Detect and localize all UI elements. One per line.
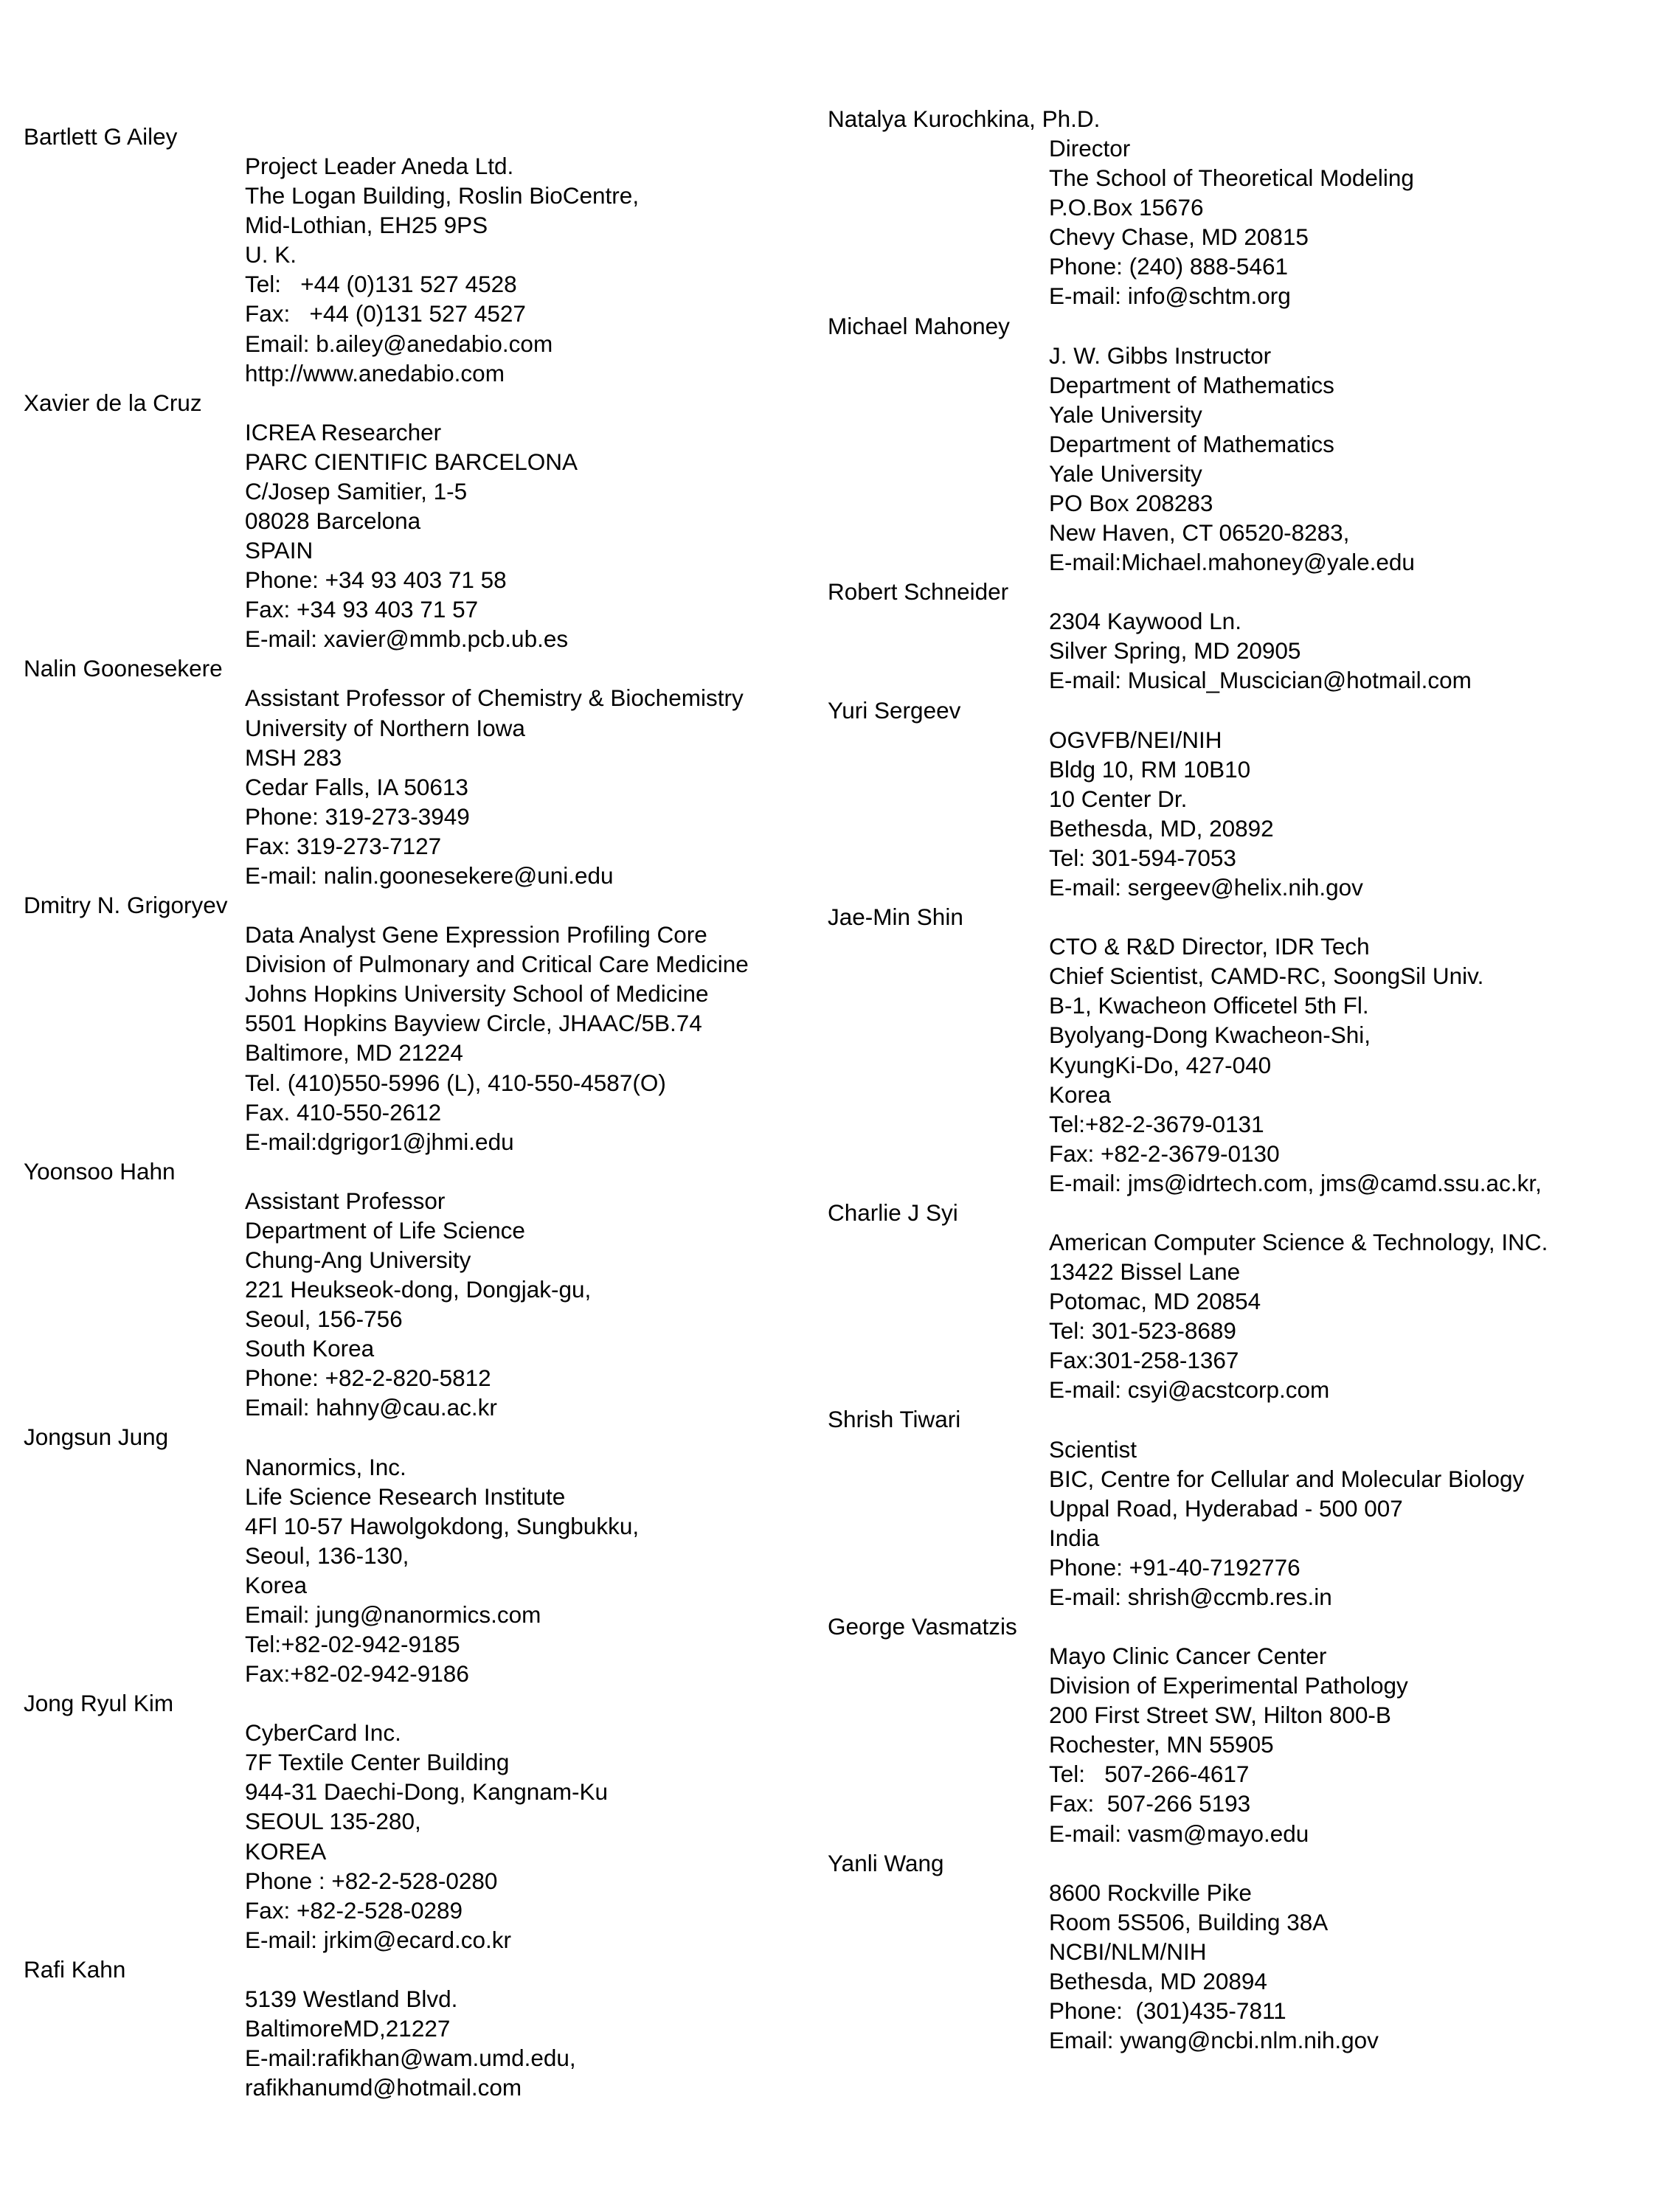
contact-detail-line: Johns Hopkins University School of Medicine: [245, 980, 709, 1008]
contact-detail-line: Byolyang-Dong Kwacheon-Shi,: [1049, 1022, 1371, 1049]
contact-detail-line: 8600 Rockville Pike: [1049, 1879, 1252, 1906]
contact-detail-line: Scientist: [1049, 1435, 1137, 1463]
contact-detail-line: Chung-Ang University: [245, 1246, 471, 1273]
contact-detail-line: KyungKi-Do, 427-040: [1049, 1051, 1272, 1078]
contact-detail-line: E-mail: shrish@ccmb.res.in: [1049, 1583, 1332, 1610]
contact-detail-line: Potomac, MD 20854: [1049, 1288, 1261, 1315]
contact-detail-line: Fax: +34 93 403 71 57: [245, 596, 479, 623]
contact-name: Charlie J Syi: [828, 1199, 958, 1226]
contact-detail-line: J. W. Gibbs Instructor: [1049, 341, 1272, 369]
contact-entry: [828, 1404, 1639, 1612]
contact-detail-line: OGVFB/NEI/NIH: [1049, 726, 1222, 753]
contact-detail-line: Tel:+82-2-3679-0131: [1049, 1110, 1264, 1137]
contact-detail-line: Assistant Professor: [245, 1187, 446, 1214]
contact-details: [24, 1186, 835, 1423]
contact-detail-line: Mayo Clinic Cancer Center: [1049, 1643, 1327, 1670]
contact-detail-line: The Logan Building, Roslin BioCentre,: [245, 182, 640, 209]
contact-detail-line: rafikhanumd@hotmail.com: [245, 2074, 522, 2101]
contact-detail-line: Department of Mathematics: [1049, 371, 1334, 398]
contact-detail-line: Fax. 410-550-2612: [245, 1098, 442, 1126]
contact-detail-line: PARC CIENTIFIC BARCELONA: [245, 448, 578, 475]
contact-details: [828, 1435, 1639, 1612]
contact-detail-line: Department of Mathematics: [1049, 430, 1334, 457]
contact-detail-line: SPAIN: [245, 537, 314, 564]
contact-detail-line: University of Northern Iowa: [245, 714, 525, 741]
contact-detail-line: 221 Heukseok-dong, Dongjak-gu,: [245, 1276, 592, 1303]
contact-details: [828, 341, 1639, 578]
contact-detail-line: E-mail: Musical_Muscician@hotmail.com: [1049, 667, 1472, 694]
contact-detail-line: Baltimore, MD 21224: [245, 1039, 463, 1067]
contact-name: Michael Mahoney: [828, 312, 1010, 339]
contact-detail-line: Phone: (301)435-7811: [1049, 1997, 1286, 2024]
contact-detail-line: Silver Spring, MD 20905: [1049, 637, 1301, 665]
contact-detail-line: Tel: 507-266-4617: [1049, 1761, 1250, 1788]
contact-detail-line: BIC, Centre for Cellular and Molecular Biology: [1049, 1465, 1525, 1492]
contact-name: Natalya Kurochkina, Ph.D.: [828, 105, 1101, 132]
contact-detail-line: Mid-Lothian, EH25 9PS: [245, 212, 488, 239]
contact-name: Dmitry N. Grigoryev: [24, 892, 228, 919]
contact-entry: [828, 577, 1639, 695]
contact-detail-line: Korea: [245, 1571, 308, 1598]
contact-detail-line: E-mail: csyi@acstcorp.com: [1049, 1376, 1330, 1404]
contact-detail-line: Tel:+82-02-942-9185: [245, 1630, 460, 1657]
contact-detail-line: Project Leader Aneda Ltd.: [245, 153, 514, 180]
contact-column-left: [24, 122, 835, 2102]
contact-detail-line: E-mail: info@schtm.org: [1049, 282, 1291, 310]
contact-detail-line: Room 5S506, Building 38A: [1049, 1908, 1329, 1935]
contact-entry: [828, 902, 1639, 1198]
contact-detail-line: Department of Life Science: [245, 1216, 525, 1244]
contact-detail-line: E-mail: jrkim@ecard.co.kr: [245, 1926, 512, 1953]
contact-entry: [828, 104, 1639, 311]
contact-details: [24, 1718, 835, 1955]
contact-detail-line: 08028 Barcelona: [245, 507, 421, 535]
contact-entry: [828, 1848, 1639, 2056]
contact-details: [24, 683, 835, 890]
contact-details: [24, 1984, 835, 2102]
contact-detail-line: SEOUL 135-280,: [245, 1808, 421, 1835]
contact-detail-line: 944-31 Daechi-Dong, Kangnam-Ku: [245, 1778, 609, 1806]
contact-details: [828, 606, 1639, 695]
contact-detail-line: 4Fl 10-57 Hawolgokdong, Sungbukku,: [245, 1512, 640, 1539]
contact-detail-line: Fax:+82-02-942-9186: [245, 1660, 469, 1688]
contact-detail-line: Phone: 319-273-3949: [245, 802, 470, 830]
contact-detail-line: 5501 Hopkins Bayview Circle, JHAAC/5B.74: [245, 1010, 702, 1037]
contact-detail-line: Rochester, MN 55905: [1049, 1731, 1274, 1758]
contact-detail-line: Phone: +82-2-820-5812: [245, 1365, 491, 1392]
contact-detail-line: Fax: +82-2-3679-0130: [1049, 1140, 1280, 1167]
contact-detail-line: U. K.: [245, 241, 297, 268]
contact-detail-line: BaltimoreMD,21227: [245, 2015, 451, 2042]
contact-detail-line: Fax: +82-2-528-0289: [245, 1896, 463, 1924]
contact-detail-line: Phone: +34 93 403 71 58: [245, 566, 507, 594]
contact-detail-line: Director: [1049, 135, 1131, 162]
contact-detail-line: 2304 Kaywood Ln.: [1049, 608, 1241, 635]
contact-detail-line: Uppal Road, Hyderabad - 500 007: [1049, 1494, 1403, 1522]
contact-entry: [24, 388, 835, 654]
contact-details: [828, 1227, 1639, 1404]
contact-detail-line: New Haven, CT 06520-8283,: [1049, 519, 1350, 547]
contact-detail-line: MSH 283: [245, 743, 342, 771]
contact-detail-line: KOREA: [245, 1837, 327, 1865]
contact-detail-line: Korea: [1049, 1081, 1112, 1108]
contact-entry: [828, 1198, 1639, 1405]
contact-column-right: [828, 104, 1639, 2055]
contact-detail-line: Fax: +44 (0)131 527 4527: [245, 300, 526, 327]
contact-entry: [24, 1157, 835, 1423]
contact-detail-line: 7F Textile Center Building: [245, 1749, 510, 1776]
contact-details: [24, 151, 835, 388]
contact-detail-line: Yale University: [1049, 401, 1202, 428]
contact-detail-line: Division of Pulmonary and Critical Care Medicine: [245, 951, 749, 978]
contact-details: [828, 1641, 1639, 1848]
contact-detail-line: Phone: (240) 888-5461: [1049, 253, 1288, 280]
contact-detail-line: NCBI/NLM/NIH: [1049, 1938, 1207, 1965]
contact-name: Robert Schneider: [828, 578, 1009, 606]
contact-detail-line: Yale University: [1049, 460, 1202, 487]
contact-detail-line: Bethesda, MD 20894: [1049, 1967, 1267, 1994]
contact-detail-line: E-mail: sergeev@helix.nih.gov: [1049, 874, 1363, 901]
contact-detail-line: Seoul, 156-756: [245, 1306, 403, 1333]
contact-detail-line: E-mail:Michael.mahoney@yale.edu: [1049, 549, 1415, 576]
contact-detail-line: American Computer Science & Technology, INC.: [1049, 1228, 1548, 1255]
contact-detail-line: Seoul, 136-130,: [245, 1542, 409, 1569]
contact-entry: [24, 122, 835, 388]
contact-detail-line: E-mail: jms@idrtech.com, jms@camd.ssu.ac.kr,: [1049, 1169, 1542, 1196]
contact-detail-line: E-mail: nalin.goonesekere@uni.edu: [245, 861, 614, 889]
contact-entry: [828, 311, 1639, 578]
contact-detail-line: Chevy Chase, MD 20815: [1049, 223, 1309, 251]
contact-details: [24, 1452, 835, 1689]
contact-detail-line: P.O.Box 15676: [1049, 194, 1204, 221]
contact-detail-line: Life Science Research Institute: [245, 1483, 566, 1510]
contact-detail-line: Tel: 301-594-7053: [1049, 844, 1236, 871]
contact-name: Jongsun Jung: [24, 1424, 169, 1451]
contact-entry: [24, 1688, 835, 1955]
contact-detail-line: 200 First Street SW, Hilton 800-B: [1049, 1702, 1391, 1729]
contact-detail-line: E-mail: vasm@mayo.edu: [1049, 1820, 1309, 1847]
contact-detail-line: E-mail:rafikhan@wam.umd.edu,: [245, 2045, 576, 2072]
contact-detail-line: Tel. (410)550-5996 (L), 410-550-4587(O): [245, 1069, 666, 1096]
contact-detail-line: Bethesda, MD, 20892: [1049, 814, 1274, 842]
contact-detail-line: Tel: 301-523-8689: [1049, 1317, 1236, 1345]
contact-detail-line: 13422 Bissel Lane: [1049, 1258, 1241, 1286]
contact-details: [828, 932, 1639, 1198]
contact-details: [24, 417, 835, 654]
contact-name: Jae-Min Shin: [828, 904, 963, 931]
contact-detail-line: CyberCard Inc.: [245, 1719, 401, 1747]
contact-entry: [24, 1422, 835, 1688]
contact-entry: [24, 890, 835, 1157]
contact-detail-line: Phone : +82-2-528-0280: [245, 1867, 498, 1894]
contact-detail-line: B-1, Kwacheon Officetel 5th Fl.: [1049, 992, 1369, 1019]
contact-detail-line: Tel: +44 (0)131 527 4528: [245, 271, 517, 298]
contact-detail-line: Phone: +91-40-7192776: [1049, 1553, 1300, 1581]
contact-detail-line: Assistant Professor of Chemistry & Biochemistry: [245, 684, 744, 712]
contact-detail-line: 10 Center Dr.: [1049, 785, 1188, 812]
contact-detail-line: 5139 Westland Blvd.: [245, 1985, 458, 2012]
contact-entry: [24, 653, 835, 890]
contact-detail-line: E-mail:dgrigor1@jhmi.edu: [245, 1128, 514, 1155]
contact-details: [828, 725, 1639, 902]
contact-name: Yoonsoo Hahn: [24, 1157, 176, 1185]
contact-detail-line: India: [1049, 1524, 1100, 1551]
contact-detail-line: The School of Theoretical Modeling: [1049, 164, 1414, 192]
contact-detail-line: Email: ywang@ncbi.nlm.nih.gov: [1049, 2027, 1379, 2054]
contact-detail-line: Nanormics, Inc.: [245, 1453, 406, 1480]
contact-detail-line: CTO & R&D Director, IDR Tech: [1049, 933, 1370, 960]
contact-detail-line: PO Box 208283: [1049, 490, 1213, 517]
contact-entry: [24, 1955, 835, 2102]
contact-detail-line: Bldg 10, RM 10B10: [1049, 755, 1251, 783]
contact-detail-line: Fax: 507-266 5193: [1049, 1790, 1251, 1817]
contact-detail-line: Email: hahny@cau.ac.kr: [245, 1394, 497, 1421]
contact-name: Nalin Goonesekere: [24, 655, 223, 682]
contact-entry: [828, 1612, 1639, 1848]
contact-detail-line: Email: jung@nanormics.com: [245, 1601, 541, 1628]
contact-details: [828, 1878, 1639, 2055]
contact-detail-line: Cedar Falls, IA 50613: [245, 773, 468, 800]
contact-detail-line: South Korea: [245, 1335, 375, 1362]
contact-entry: [828, 696, 1639, 903]
contact-name: George Vasmatzis: [828, 1612, 1017, 1640]
contact-detail-line: Fax: 319-273-7127: [245, 832, 442, 859]
contact-name: Yanli Wang: [828, 1849, 944, 1876]
contact-details: [828, 134, 1639, 311]
contact-detail-line: C/Josep Samitier, 1-5: [245, 477, 468, 505]
contact-detail-line: Email: b.ailey@anedabio.com: [245, 330, 553, 357]
contact-detail-line: Division of Experimental Pathology: [1049, 1672, 1408, 1699]
contact-detail-line: Data Analyst Gene Expression Profiling Core: [245, 921, 707, 949]
contact-detail-line: Fax:301-258-1367: [1049, 1347, 1239, 1374]
contact-detail-line: ICREA Researcher: [245, 418, 442, 445]
contact-name: Bartlett G Ailey: [24, 123, 178, 150]
contact-details: [24, 920, 835, 1157]
contact-name: Xavier de la Cruz: [24, 389, 202, 416]
contact-detail-line: http://www.anedabio.com: [245, 359, 505, 386]
contact-name: Rafi Kahn: [24, 1955, 126, 1983]
contact-name: Jong Ryul Kim: [24, 1690, 174, 1717]
contact-name: Yuri Sergeev: [828, 696, 961, 724]
contact-name: Shrish Tiwari: [828, 1406, 961, 1433]
contact-detail-line: E-mail: xavier@mmb.pcb.ub.es: [245, 625, 569, 653]
contact-detail-line: Chief Scientist, CAMD-RC, SoongSil Univ.: [1049, 963, 1484, 990]
